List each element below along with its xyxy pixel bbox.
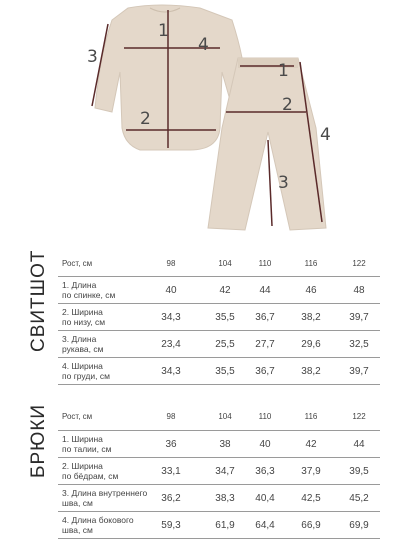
cell-value: 36,7 [255,366,275,377]
cell-value: 37,9 [301,466,321,477]
size-98: 98 [166,412,176,421]
size-104: 104 [218,259,232,268]
pants-title: БРЮКИ [28,403,49,478]
size-116: 116 [304,259,318,268]
cell-value: 66,9 [301,520,321,531]
table-row [58,458,380,485]
cell-value: 32,5 [349,339,369,350]
table-row [58,431,380,458]
header-label: Рост, см [62,412,93,421]
cell-value: 29,6 [301,339,321,350]
pants-label-4: 4 [320,125,331,145]
row-label: 2. Ширина по бёдрам, см [62,461,119,481]
cell-value: 38 [219,439,231,450]
cell-value: 59,3 [161,520,181,531]
row-label: 3. Длина внутреннего шва, см [62,488,148,508]
cell-value: 39,7 [349,312,369,323]
row-label: 1. Длина по спинке, см [62,280,116,300]
cell-value: 46 [305,285,317,296]
cell-value: 35,5 [215,366,235,377]
cell-value: 36,7 [255,312,275,323]
size-122: 122 [352,412,366,421]
table-header-row [58,404,380,431]
cell-value: 33,1 [161,466,181,477]
cell-value: 39,7 [349,366,369,377]
cell-value: 42,5 [301,493,321,504]
cell-value: 34,3 [161,366,181,377]
pants-table [58,404,380,539]
shirt-label-4: 4 [198,35,209,55]
table-row [58,358,380,385]
cell-value: 36,3 [255,466,275,477]
sweatshirt-table [58,252,380,385]
size-98: 98 [166,259,176,268]
cell-value: 36 [165,439,177,450]
size-116: 116 [304,412,318,421]
cell-value: 39,5 [349,466,369,477]
cell-value: 35,5 [215,312,235,323]
table-row [58,512,380,539]
cell-value: 34,7 [215,466,235,477]
row-label: 3. Длина рукава, см [62,334,104,354]
size-110: 110 [258,412,272,421]
row-label: 1. Ширина по талии, см [62,434,112,454]
cell-value: 44 [353,439,365,450]
shirt-label-2: 2 [140,109,151,129]
table-row [58,485,380,512]
pants-label-2: 2 [282,95,293,115]
size-110: 110 [258,259,272,268]
row-label: 2. Ширина по низу, см [62,307,106,327]
cell-value: 25,5 [215,339,235,350]
pants-label-1: 1 [278,61,289,81]
cell-value: 36,2 [161,493,181,504]
cell-value: 42 [219,285,231,296]
cell-value: 45,2 [349,493,369,504]
cell-value: 44 [259,285,271,296]
cell-value: 48 [353,285,365,296]
cell-value: 38,2 [301,366,321,377]
cell-value: 69,9 [349,520,369,531]
size-122: 122 [352,259,366,268]
table-row [58,277,380,304]
table-row [58,304,380,331]
table-header-row [58,252,380,277]
cell-value: 38,3 [215,493,235,504]
cell-value: 34,3 [161,312,181,323]
cell-value: 42 [305,439,317,450]
cell-value: 38,2 [301,312,321,323]
row-label: 4. Ширина по груди, см [62,361,110,381]
header-label: Рост, см [62,259,93,268]
size-diagram [0,0,419,240]
cell-value: 61,9 [215,520,235,531]
size-104: 104 [218,412,232,421]
row-label: 4. Длина бокового шва, см [62,515,134,535]
cell-value: 23,4 [161,339,181,350]
cell-value: 40 [259,439,271,450]
cell-value: 64,4 [255,520,275,531]
sweatshirt-title: СВИТШОТ [28,249,49,352]
shirt-label-1: 1 [158,21,169,41]
cell-value: 40,4 [255,493,275,504]
cell-value: 40 [165,285,177,296]
shirt-label-3: 3 [87,47,98,67]
pants-label-3: 3 [278,173,289,193]
cell-value: 27,7 [255,339,275,350]
table-row [58,331,380,358]
